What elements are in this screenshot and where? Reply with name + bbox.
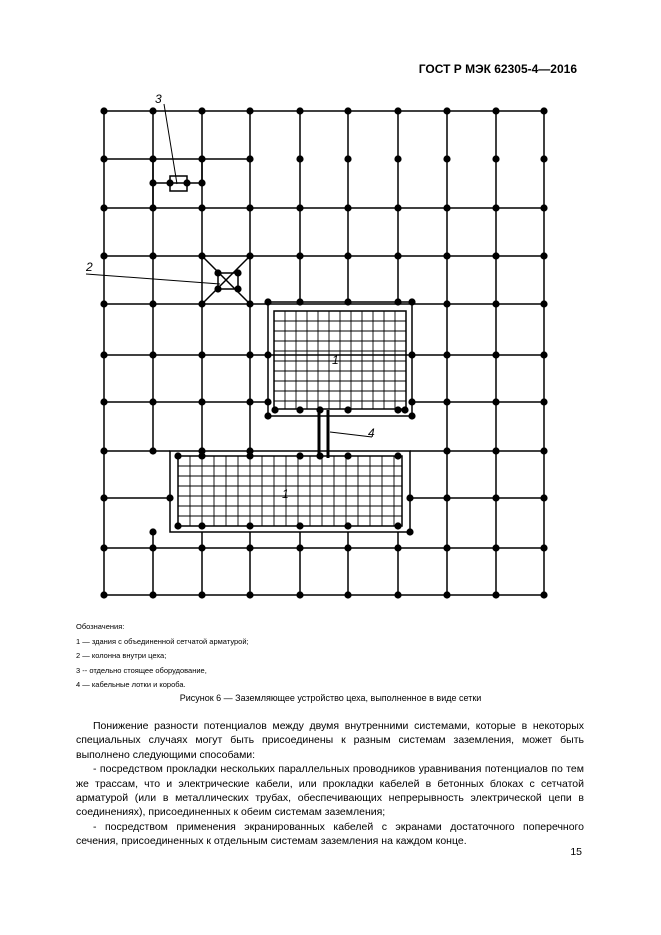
bond-node [296, 107, 303, 114]
bond-node [492, 107, 499, 114]
bond-node [198, 591, 205, 598]
body-text [76, 719, 584, 849]
bond-node [174, 452, 181, 459]
page-number: 15 [570, 846, 582, 858]
bond-node [443, 447, 450, 454]
bond-node [394, 298, 401, 305]
bond-node [394, 406, 401, 413]
legend-item: 3 -- отдельно стоящее оборудование, [76, 665, 207, 675]
document-header: ГОСТ Р МЭК 62305-4—2016 [418, 62, 577, 76]
bond-node [246, 300, 253, 307]
bond-node [540, 494, 547, 501]
bond-node [264, 298, 271, 305]
bond-node [149, 447, 156, 454]
bond-node [408, 412, 415, 419]
bond-node [394, 252, 401, 259]
bond-node [406, 528, 413, 535]
bond-node [246, 107, 253, 114]
bond-node [408, 398, 415, 405]
legend [76, 620, 249, 693]
bond-node [246, 351, 253, 358]
bond-node [296, 204, 303, 211]
bond-node [443, 107, 450, 114]
bond-node [198, 107, 205, 114]
bond-node [246, 522, 253, 529]
bond-node [100, 351, 107, 358]
legend-item: 1 — здания с объединенной сетчатой арматурой; [76, 636, 249, 646]
bond-node [540, 155, 547, 162]
bond-node [149, 544, 156, 551]
bond-node [492, 494, 499, 501]
bond-node [214, 269, 221, 276]
bond-node [296, 452, 303, 459]
bond-node [540, 252, 547, 259]
bond-node [492, 544, 499, 551]
bond-node [492, 591, 499, 598]
bond-node [149, 155, 156, 162]
bond-node [234, 269, 241, 276]
bond-node [394, 204, 401, 211]
bond-node [264, 351, 271, 358]
bond-node [198, 179, 205, 186]
bond-node [296, 406, 303, 413]
bond-node [149, 591, 156, 598]
bond-node [492, 447, 499, 454]
bond-node [408, 298, 415, 305]
bond-node [492, 351, 499, 358]
bond-node [166, 179, 173, 186]
bond-node [198, 544, 205, 551]
bond-node [344, 204, 351, 211]
callout-1-upper: 1 [332, 353, 339, 367]
bond-node [540, 351, 547, 358]
bond-node [166, 494, 173, 501]
bond-node [214, 285, 221, 292]
bond-node [492, 252, 499, 259]
bond-node [100, 300, 107, 307]
callout-3: 3 [155, 92, 162, 106]
bond-node [540, 447, 547, 454]
bond-node [443, 252, 450, 259]
bond-node [540, 204, 547, 211]
bond-node [394, 107, 401, 114]
bond-node [344, 155, 351, 162]
legend-item: 4 — кабельные лотки и короба. [76, 680, 186, 689]
bond-node [198, 204, 205, 211]
legend-item: 2 — колонна внутри цеха; [76, 651, 167, 660]
legend-title: Обозначения: [76, 622, 125, 631]
bond-node [316, 452, 323, 459]
bond-node [100, 204, 107, 211]
paragraph: - посредством прокладки нескольких параллельных проводников уравнивания потенциалов по тем же трассам, что и электрические кабели, или прокладки кабелей в бетонных блоках с сетчатой арматурой (или в металлических трубах, обеспечивающих непрерывность электрической цепи в соединениях), присоединенных к обеим системам заземления; [76, 763, 584, 819]
bond-node [406, 494, 413, 501]
bond-node [100, 155, 107, 162]
bond-node [344, 522, 351, 529]
bond-node [492, 155, 499, 162]
bond-node [394, 452, 401, 459]
callout-2: 2 [86, 260, 93, 274]
bond-node [149, 300, 156, 307]
bond-node [492, 204, 499, 211]
figure-caption: Рисунок 6 — Заземляющее устройство цеха, выполненное в виде сетки [179, 693, 482, 703]
bond-node [198, 398, 205, 405]
bond-node [198, 300, 205, 307]
bond-node [492, 300, 499, 307]
bond-node [540, 544, 547, 551]
bond-node [100, 107, 107, 114]
bond-node [246, 544, 253, 551]
bond-node [443, 398, 450, 405]
bond-node [149, 528, 156, 535]
bond-node [246, 452, 253, 459]
bond-node [401, 406, 408, 413]
bond-node [149, 351, 156, 358]
bond-node [100, 398, 107, 405]
bond-node [344, 252, 351, 259]
bond-node [443, 155, 450, 162]
bond-node [296, 155, 303, 162]
bond-node [443, 300, 450, 307]
bond-node [394, 155, 401, 162]
bond-node [492, 398, 499, 405]
bond-node [443, 351, 450, 358]
building-lower-mesh [178, 456, 402, 526]
bond-node [198, 252, 205, 259]
bond-node [183, 179, 190, 186]
bond-node [540, 398, 547, 405]
bond-node [198, 452, 205, 459]
callout-leader [330, 432, 372, 437]
bond-node [264, 398, 271, 405]
bond-node [149, 398, 156, 405]
bond-node [234, 285, 241, 292]
bond-node [443, 591, 450, 598]
bond-node [100, 252, 107, 259]
bond-node [443, 204, 450, 211]
bond-node [149, 252, 156, 259]
bond-node [394, 544, 401, 551]
bond-node [344, 107, 351, 114]
building-lower-outline [170, 451, 410, 532]
bond-node [100, 591, 107, 598]
bond-node [443, 494, 450, 501]
bond-node [149, 204, 156, 211]
paragraph: - посредством применения экранированных кабелей с экранами достаточного поперечного сечения, присоединенных к отдельным системам заземления на каждом конце. [76, 820, 584, 848]
bond-node [100, 447, 107, 454]
bond-node [100, 544, 107, 551]
bond-node [296, 252, 303, 259]
bond-node [198, 155, 205, 162]
callout-leader [164, 104, 177, 184]
bond-node [246, 591, 253, 598]
bond-node [271, 406, 278, 413]
bond-node [246, 398, 253, 405]
bond-node [316, 406, 323, 413]
bond-node [264, 412, 271, 419]
bond-node [149, 107, 156, 114]
bond-node [540, 591, 547, 598]
bond-node [344, 591, 351, 598]
callout-4: 4 [368, 426, 375, 440]
bond-node [540, 107, 547, 114]
bond-node [344, 298, 351, 305]
bond-node [344, 452, 351, 459]
bond-node [149, 179, 156, 186]
bond-node [443, 544, 450, 551]
bond-node [246, 155, 253, 162]
callout-1-lower: 1 [282, 487, 289, 501]
bond-node [394, 522, 401, 529]
bond-node [296, 544, 303, 551]
bond-node [174, 522, 181, 529]
bond-node [344, 406, 351, 413]
bond-node [344, 544, 351, 551]
bond-node [100, 494, 107, 501]
bond-node [394, 591, 401, 598]
bond-node [198, 351, 205, 358]
bond-node [246, 252, 253, 259]
bond-node [540, 300, 547, 307]
bond-node [198, 522, 205, 529]
bond-node [296, 591, 303, 598]
paragraph: Понижение разности потенциалов между двумя внутренними системами, которые в некоторых специальных случаях могут быть присоединены к разным системам заземления, может быть выполнено следующими способами: [76, 720, 584, 761]
bond-node [296, 522, 303, 529]
bond-node [296, 298, 303, 305]
bond-node [246, 204, 253, 211]
bond-node [408, 351, 415, 358]
